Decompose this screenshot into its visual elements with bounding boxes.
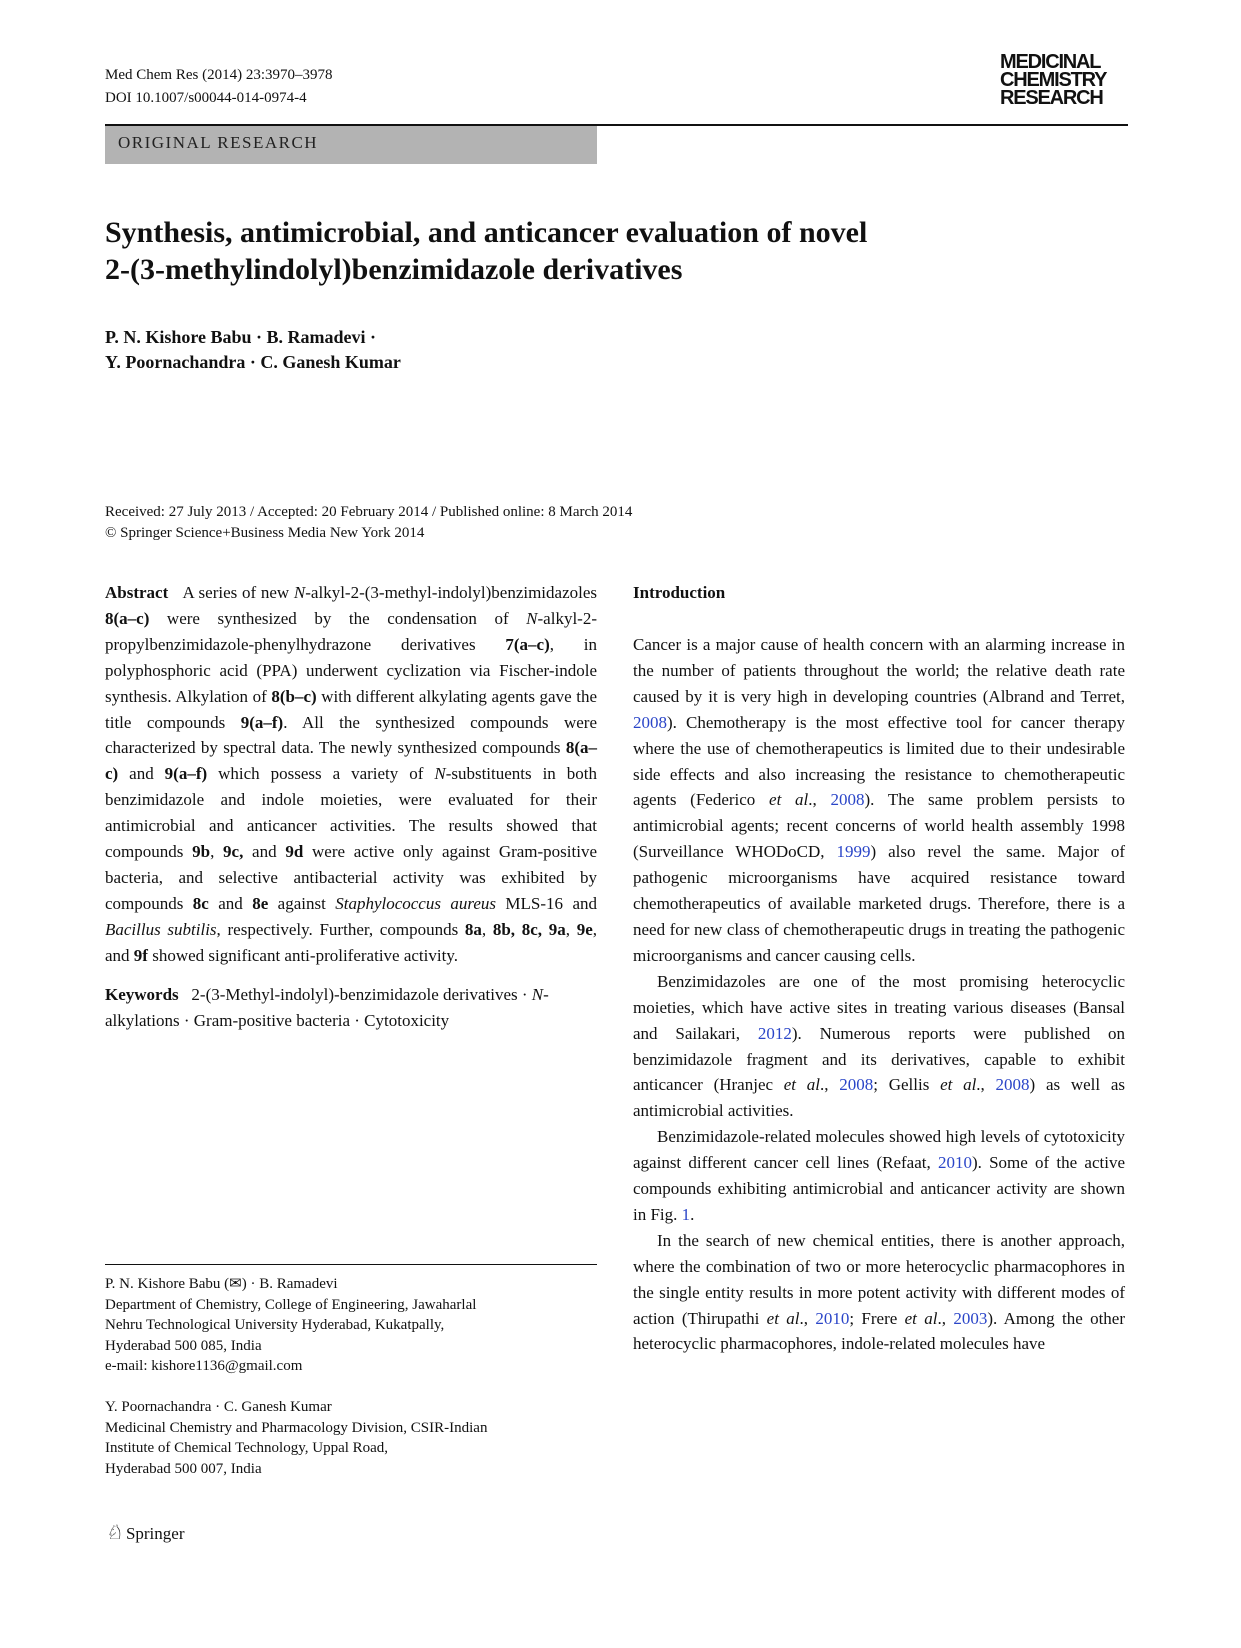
intro-paragraph-4 [633,1228,1125,1358]
species-name: Staphylococcus aureus [335,893,497,913]
affiliation-line: Hyderabad 500 007, India [105,1460,262,1477]
body-text: . [690,1204,695,1224]
citation-link[interactable]: 2010 [815,1308,850,1328]
body-text: ., [808,790,831,810]
compound-ref: 9c, [223,842,244,862]
abstract-text: N [434,764,446,784]
body-text: ). Among the other heterocyclic pharmacophores, indole-related molecules have [633,1308,1126,1354]
authors-line-2: Y. Poornachandra · C. Ganesh Kumar [105,352,401,372]
citation-link[interactable]: 1999 [836,842,871,862]
journal-info [105,64,332,110]
abstract-label: Abstract [105,583,169,602]
section-heading: Introduction [633,583,726,602]
compound-ref: 8(b–c) [271,686,317,706]
right-column [633,580,1125,1357]
affiliation-line: Institute of Chemical Technology, Uppal Road, [105,1440,389,1456]
keywords-label: Keywords [105,984,179,1004]
affiliation-names: P. N. Kishore Babu (✉) · B. Ramadevi [105,1276,338,1292]
compound-ref: 8b, 8c, 9a [492,919,566,939]
title-line-1: Synthesis, antimicrobial, and anticancer evaluation of novel [105,216,868,249]
body-text: ; Frere [849,1308,905,1328]
body-text: In the search of new chemical entities, there is another approach, where the combination of two or more heterocyclic pharmacophores in the single entity results in more potent activity with different modes of action (Thirupathi [633,1230,1125,1328]
affiliation-1 [105,1274,476,1377]
springer-horse-icon: ♘ [105,1522,123,1544]
abstract-text: , [565,919,577,939]
abstract-text: with different alkylating agents gave the title compounds [105,686,597,732]
abstract-text: N [293,583,306,602]
abstract-text: against [268,893,336,913]
citation-link[interactable]: 2010 [937,1153,972,1173]
intro-paragraph-1 [633,632,1125,969]
body-text: ; Gellis [873,1075,941,1095]
abstract [105,580,597,969]
abstract-text: and [118,764,165,784]
doi: DOI 10.1007/s00044-014-0974-4 [105,90,307,106]
compound-ref: 8(a–c) [105,608,150,628]
body-text: et al [783,1075,820,1095]
compound-ref: 9d [285,842,304,862]
body-text: et al [766,1308,800,1328]
abstract-text: -alkyl-2-(3-methyl-indolyl)benzimidazoles [305,583,598,602]
body-text: ., [799,1308,816,1328]
compound-ref: 8(a–c) [105,738,597,784]
citation-link[interactable]: 2008 [830,790,865,810]
publication-dates [105,502,632,544]
body-text: Cancer is a major cause of health concern with an alarming increase in the number of patients throughout the world; the relative death rate caused by it is very high in developing countries (Albrand and Terret, [633,635,1125,706]
abstract-text: which possess a variety of [207,764,435,784]
title-line-2: 2-(3-methylindolyl)benzimidazole derivatives [105,253,683,286]
compound-ref: 9f [133,945,148,965]
compound-ref: 9b [192,842,211,862]
body-text: ., [976,1075,996,1095]
body-text: ). Chemotherapy is the most effective tool for cancer therapy where the use of chemotherapeutics is limited due to their undesirable side effects and also increasing the resistance to chemotherapeutic agents (Federico [633,712,1125,810]
abstract-text: , [481,919,493,939]
copyright-line: © Springer Science+Business Media New York 2014 [105,525,425,541]
authors-line-1: P. N. Kishore Babu · B. Ramadevi · [105,327,377,347]
author-list [105,325,401,375]
intro-paragraph-2 [633,969,1125,1124]
abstract-text: , and [105,919,597,965]
compound-ref: 7(a–c) [505,634,550,654]
body-text: ). Some of the active compounds exhibiting antimicrobial and anticancer activity are shown in Fig. [633,1153,1126,1224]
body-text: Benzimidazole-related molecules showed high levels of cytotoxicity against different cancer cell lines (Refaat, [633,1127,1125,1173]
body-text: ) as well as antimicrobial activities. [633,1075,1126,1121]
abstract-text: were synthesized by the condensation of [149,608,527,628]
dates-line: Received: 27 July 2013 / Accepted: 20 February 2014 / Published online: 8 March 2014 [105,504,633,520]
body-text: et al [769,790,809,810]
abstract-text: MLS-16 and [496,893,597,913]
compound-ref: 8e [252,893,269,913]
footnote-rule [105,1264,597,1265]
keywords [105,982,597,1034]
body-text: et al [940,1075,977,1095]
abstract-text: -substituents in both benzimidazole and indole moieties, were evaluated for their antimicrobial and anticancer activities. The results showed that compounds [105,764,597,862]
abstract-text: were active only against Gram-positive bacteria, and selective antibacterial activity was exhibited by compounds [105,842,598,913]
citation-link[interactable]: 2008 [633,712,667,732]
journal-citation: Med Chem Res (2014) 23:3970–3978 [105,67,333,83]
affiliation-2 [105,1397,487,1479]
compound-ref: 9(a–f) [164,764,208,784]
citation-link[interactable]: 2008 [995,1075,1030,1095]
compound-ref: 8c [192,893,209,913]
figure-link[interactable]: 1 [681,1204,691,1224]
abstract-text: , respectively. Further, compounds [216,919,465,939]
abstract-text: , in polyphosphoric acid (PPA) underwent cyclization via Fischer-indole synthesis. Alkylation of [105,634,597,706]
affiliation-line: Department of Chemistry, College of Engineering, Jawaharlal [105,1296,477,1313]
abstract-text: showed significant anti-proliferative activity. [147,945,458,965]
citation-link[interactable]: 2008 [839,1075,874,1095]
article-title [105,214,1105,288]
citation-link[interactable]: 2003 [953,1308,988,1328]
logo-line-1: MEDICINAL [1000,51,1101,73]
abstract-text: , [210,842,224,862]
abstract-text: -alkyl-2-propylbenzimidazole-phenylhydrazone derivatives [105,608,597,654]
left-column [105,580,597,1033]
logo-line-2: CHEMISTRY [1000,69,1107,91]
compound-ref: 9e [576,919,593,939]
affiliation-line: Nehru Technological University Hyderabad, Kukatpally, [105,1317,445,1333]
body-text: ., [937,1308,954,1328]
body-text: ). Numerous reports were published on benzimidazole fragment and its derivatives, capable to exhibit anticancer (Hranjec [633,1023,1126,1095]
logo-line-3: RESEARCH [1000,87,1103,109]
keywords-text: -alkylations · Gram-positive bacteria · Cytotoxicity [105,984,549,1030]
affiliation-names: Y. Poornachandra · C. Ganesh Kumar [105,1399,332,1415]
journal-logo [1000,53,1127,107]
species-name: Bacillus subtilis [105,919,217,939]
compound-ref: 8a [464,919,482,939]
abstract-text: A series of new [182,583,294,602]
abstract-text: N [526,608,538,628]
body-text: ., [820,1075,840,1095]
body-text: ). The same problem persists to antimicrobial agents; recent concerns of world health assembly 1998 (Surveillance WHODoCD, [633,790,1125,862]
intro-paragraph-3 [633,1124,1125,1228]
affiliation-line: Hyderabad 500 085, India [105,1337,262,1354]
publisher-footer [105,1520,184,1545]
body-text: ) also revel the same. Major of pathogenic microorganisms have acquired resistance toward chemotherapeutics of available marketed drugs. Therefore, there is a need for new class of chemotherapeutic drugs in treating the pathogenic microorganisms and cancer causing cells. [633,842,1125,965]
abstract-text: and [243,842,286,862]
abstract-text: . All the synthesized compounds were characterized by spectral data. The newly synthesized compounds [105,712,598,758]
body-text: Benzimidazoles are one of the most promising heterocyclic moieties, which have active sites in treating various diseases (Bansal and Sailakari, [633,971,1125,1043]
keywords-text: 2-(3-Methyl-indolyl)-benzimidazole derivatives · [191,984,532,1004]
email-link[interactable]: e-mail: kishore1136@gmail.com [105,1358,303,1374]
body-text: et al [904,1308,938,1328]
keywords-text: N [531,984,544,1004]
affiliation-line: Medicinal Chemistry and Pharmacology Division, CSIR-Indian [105,1419,488,1436]
abstract-text: and [208,893,253,913]
section-label: ORIGINAL RESEARCH [118,133,319,152]
compound-ref: 9(a–f) [240,712,284,732]
citation-link[interactable]: 2012 [757,1023,792,1043]
publisher-name: Springer [125,1524,185,1543]
